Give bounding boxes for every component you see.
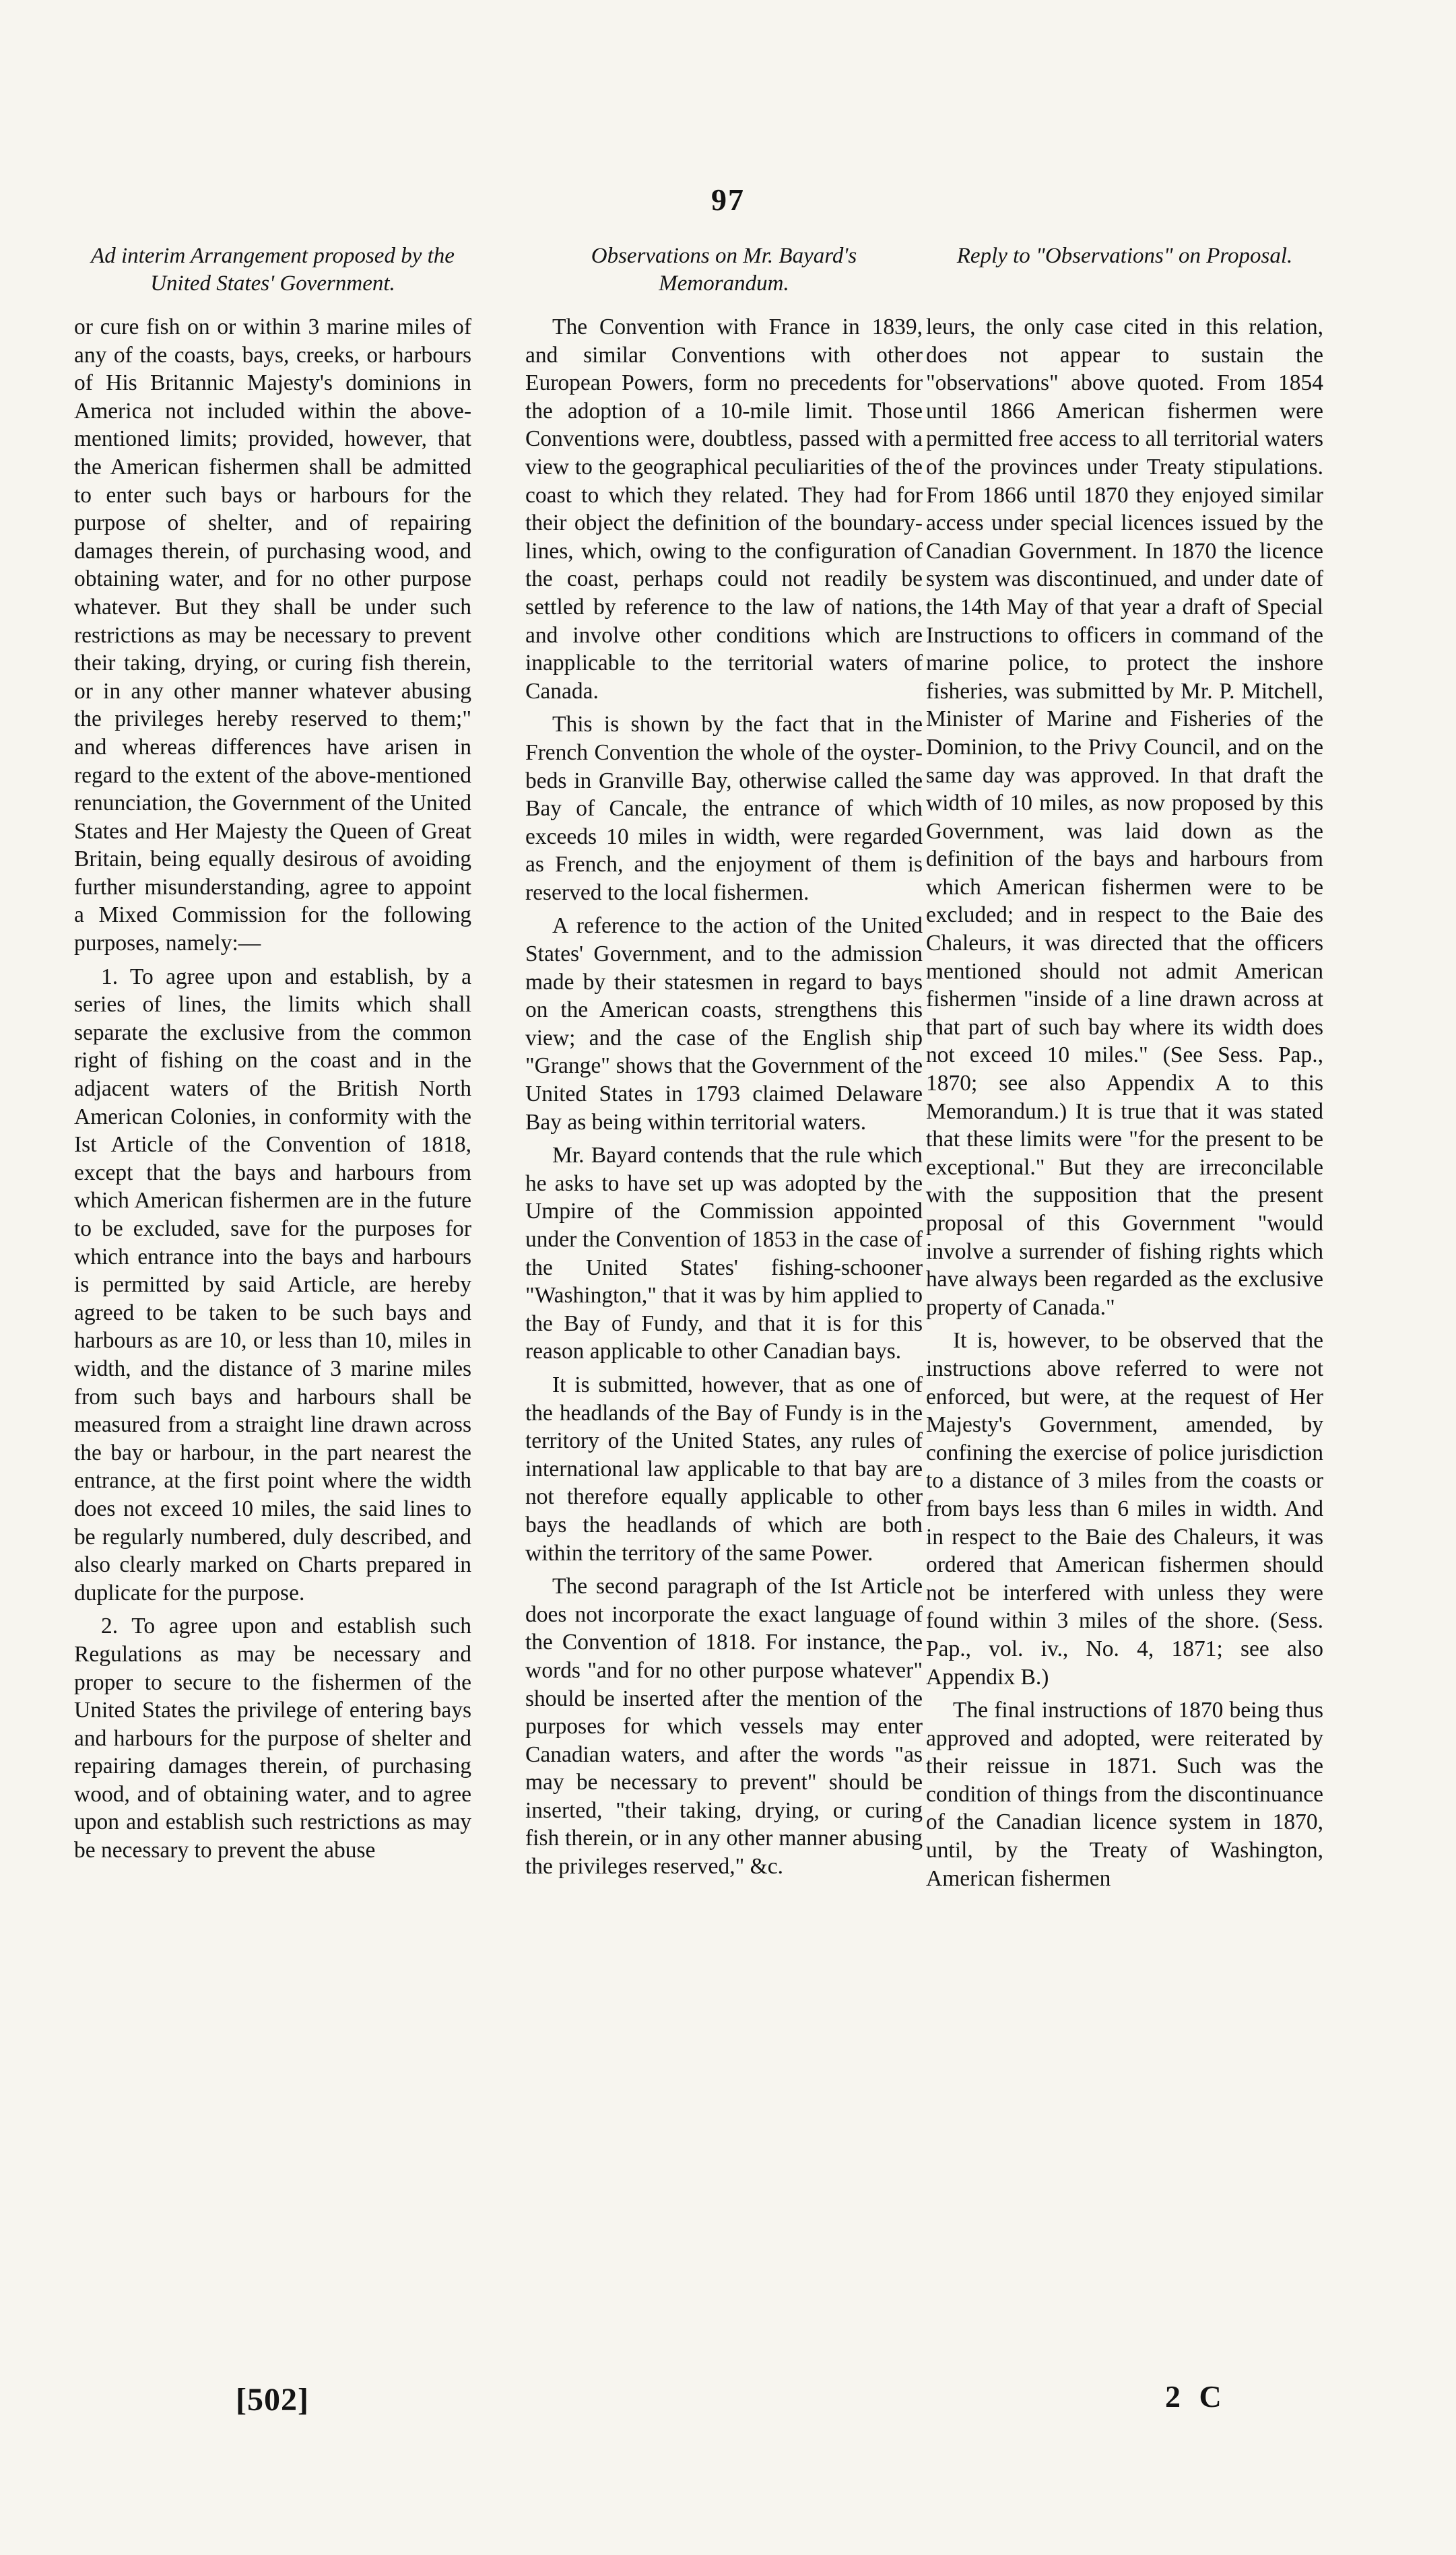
paragraph: 2. To agree upon and establish such Regulations as may be necessary and proper to secure to the fishermen of the United States the privilege of entering bays and harbours for the purpose of shelter and repairing damages therein, of purchasing wood, and of obtaining water, and to agree upon and establish such restrictions as may be necessary to prevent the abuse (74, 1614, 471, 1863)
printer-signature-mark: [502] (236, 2382, 309, 2418)
page-number: 97 (711, 182, 745, 217)
paragraph: It is, however, to be observed that the instructions above referred to were not enforced, but were, at the request of Her Majesty's Government, amended, by confining the exercise of police jurisdiction to a distance of 3 miles from the coasts or from bays less than 6 miles in width. And in respect to the Baie des Chaleurs, it was ordered that American fishermen should not be interfered with unless they were found within 3 miles of the shore. (Sess. Pap., vol. iv., No. 4, 1871; see also Appendix B.) (926, 1328, 1323, 1690)
paragraph: The final instructions of 1870 being thus approved and adopted, were reiterated by their reissue in 1871. Such was the condition of things from the discontinuance of the Canadian licence system in 1870, until, by the Treaty of Washington, American fishermen (926, 1698, 1323, 1891)
sheet-mark: 2 C (1165, 2379, 1227, 2414)
paragraph: leurs, the only case cited in this relation, does not appear to sustain the "observations" above quoted. From 1854 until 1866 American fishermen were permitted free access to all territorial waters of the provinces under Treaty stipulations. From 1866 until 1870 they enjoyed similar access under special licences issued by the Canadian Government. In 1870 the licence system was discontinued, and under date of the 14th May of that year a draft of Special Instructions to officers in command of the marine police, to protect the inshore fisheries, was submitted by Mr. P. Mitchell, Minister of Marine and Fisheries of the Dominion, to the Privy Council, and on the same day was approved. In that draft the width of 10 miles, as now proposed by this Government, was laid down as the definition of the bays and harbours from which American fishermen were to be excluded; and in respect to the Baie des Chaleurs, it was directed that the officers mentioned should not admit American fishermen "inside of a line drawn across at that part of such bay where its width does not exceed 10 miles." (See Sess. Pap., 1870; see also Appendix A to this Memorandum.) It is true that it was stated that these limits were "for the present to be exceptional." But they are irreconcilable with the supposition that the present proposal of this Government "would involve a surrender of fishing rights which have always been regarded as the exclusive property of Canada." (926, 314, 1323, 1320)
paragraph: A reference to the action of the United States' Government, and to the admission made by their statesmen in regard to bays on the American coasts, strengthens this view; and the case of the English ship "Grange" shows that the Government of the United States in 1793 claimed Delaware Bay as being within territorial waters. (525, 913, 923, 1135)
column-ad-interim-arrangement (74, 242, 471, 1870)
paragraph: or cure fish on or within 3 marine miles of any of the coasts, bays, creeks, or harbours of His Britannic Majesty's dominions in America not included within the above-mentioned limits; provided, however, that the American fishermen shall be admitted to enter such bays or harbours for the purpose of shelter, and of repairing damages therein, of purchasing wood, and obtaining water, and for no other purpose whatever. But they shall be under such restrictions as may be necessary to prevent their taking, drying, or curing fish therein, or in any other manner whatever abusing the privileges hereby reserved to them;" and whereas differences have arisen in regard to the extent of the above-mentioned renunciation, the Government of the United States and Her Majesty the Queen of Great Britain, being equally desirous of avoiding further misunderstanding, agree to appoint a Mixed Commission for the following purposes, namely:— (74, 314, 471, 956)
column-observations (525, 242, 923, 1886)
column-body (926, 313, 1323, 1892)
paragraph: The second paragraph of the Ist Article does not incorporate the exact language of the Convention of 1818. For instance, the words "and for no other purpose whatever" should be inserted after the mention of the purposes for which vessels may enter Canadian waters, and after the words "as may be necessary to prevent" should be inserted, "their taking, drying, or curing fish therein, or in any other manner abusing the privileges reserved," &c. (525, 1574, 923, 1880)
column-heading: Observations on Mr. Bayard's Memorandum. (591, 244, 857, 296)
column-reply (926, 242, 1323, 1898)
paragraph: This is shown by the fact that in the French Convention the whole of the oyster-beds in Granville Bay, otherwise called the Bay of Cancale, the entrance of which exceeds 10 miles in width, were regarded as French, and the enjoyment of them is reserved to the local fishermen. (525, 712, 923, 905)
paragraph: Mr. Bayard contends that the rule which he asks to have set up was adopted by the Umpire of the Commission appointed under the Convention of 1853 in the case of the United States' fishing-schooner "Washington," that it was by him applied to the Bay of Fundy, and that it is for this reason applicable to other Canadian bays. (525, 1143, 923, 1364)
paragraph: The Convention with France in 1839, and similar Conventions with other European Powers, form no precedents for the adoption of a 10-mile limit. Those Conventions were, doubtless, passed with a view to the geographical peculiarities of the coast to which they related. They had for their object the definition of the boundary-lines, which, owing to the configuration of the coast, perhaps could not readily be settled by reference to the law of nations, and involve other conditions which are inapplicable to the territorial waters of Canada. (525, 314, 923, 704)
column-heading: Reply to "Observations" on Proposal. (956, 244, 1293, 268)
column-heading: Ad interim Arrangement proposed by the United States' Government. (91, 244, 455, 296)
paragraph: 1. To agree upon and establish, by a series of lines, the limits which shall separate the exclusive from the common right of fishing on the coast and in the adjacent waters of the British North American Colonies, in conformity with the Ist Article of the Convention of 1818, except that the bays and harbours from which American fishermen are in the future to be excluded, save for the purposes for which entrance into the bays and harbours is permitted by said Article, are hereby agreed to be taken to be such bays and harbours as are 10, or less than 10, miles in width, and the distance of 3 marine miles from such bays and harbours shall be measured from a straight line drawn across the bay or harbour, in the part nearest the entrance, at the first point where the width does not exceed 10 miles, the said lines to be regularly numbered, duly described, and also clearly marked on Charts prepared in duplicate for the purpose. (74, 964, 471, 1605)
column-body (525, 313, 923, 1881)
paragraph: It is submitted, however, that as one of the headlands of the Bay of Fundy is in the territory of the United States, any rules of international law applicable to that bay are not therefore equally applicable to other bays the headlands of which are both within the territory of the same Power. (525, 1372, 923, 1566)
column-body (74, 313, 471, 1865)
